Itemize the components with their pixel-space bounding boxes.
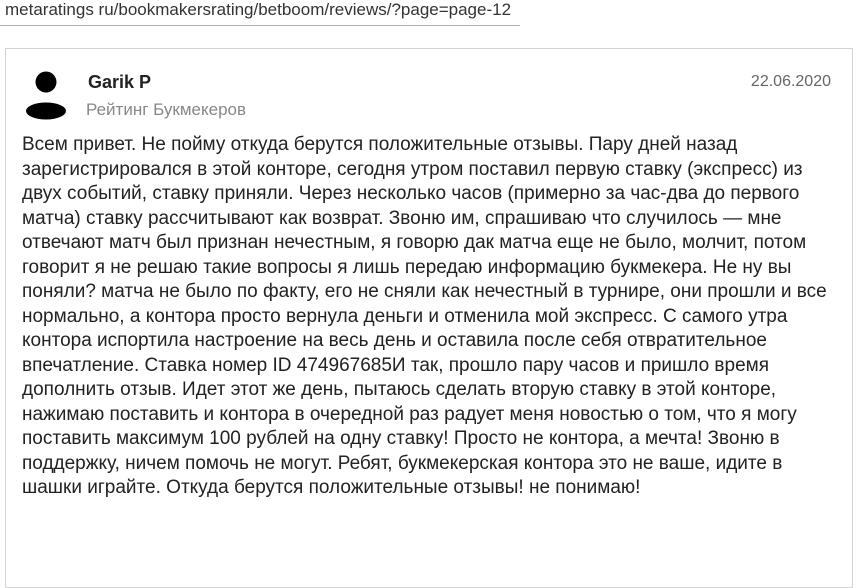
review-card <box>5 48 853 588</box>
author-name[interactable]: Garik P <box>88 72 152 92</box>
user-silhouette-icon <box>21 70 71 120</box>
review-text: Всем привет. Не пойму откуда берутся положительные отзывы. Пару дней назад зарегистрировался в этой конторе, сегодня утром поставил первую ставку (экспресс) из двух событий, ставку приняли. Через несколько часов (примерно за час-два до первого матча) ставку рассчитывают как возврат. Звоню им, спрашиваю что случилось — мне отвечают матч был признан нечестным, я говорю дак матча еще не было, молчит, потом говорит я не решаю такие вопросы я лишь передаю информацию букмекера. Не ну вы поняли? матча не было по факту, его не сняли как нечестный в турнире, они прошли и все нормально, а контора просто вернула деньги и отменила мой экспресс. С самого утра контора испортила настроение на весь день и оставила после себя отвратительное впечатление. Ставка номер ID 474967685И так, прошло пару часов и пришло время дополнить отзыв. Идет этот же день, пытаюсь сделать вторую ставку в этой конторе, нажимаю поставить и контора в очередной раз радует меня новостью о том, что я могу поставить максимум 100 рублей на одну ставку! Просто не контора, а мечта! Звоню в поддержку, ничем помочь не могут. Ребят, букмекерская контора это не ваше, идите в шашки играйте. Откуда берутся положительные отзывы! не понимаю! <box>22 134 827 498</box>
address-bar[interactable] <box>0 0 520 26</box>
author-role: Рейтинг Букмекеров <box>86 100 247 119</box>
url-text: metaratings ru/bookmakersrating/betboom/reviews/?page=page-12 <box>5 0 512 19</box>
review-date: 22.06.2020 <box>750 73 831 90</box>
